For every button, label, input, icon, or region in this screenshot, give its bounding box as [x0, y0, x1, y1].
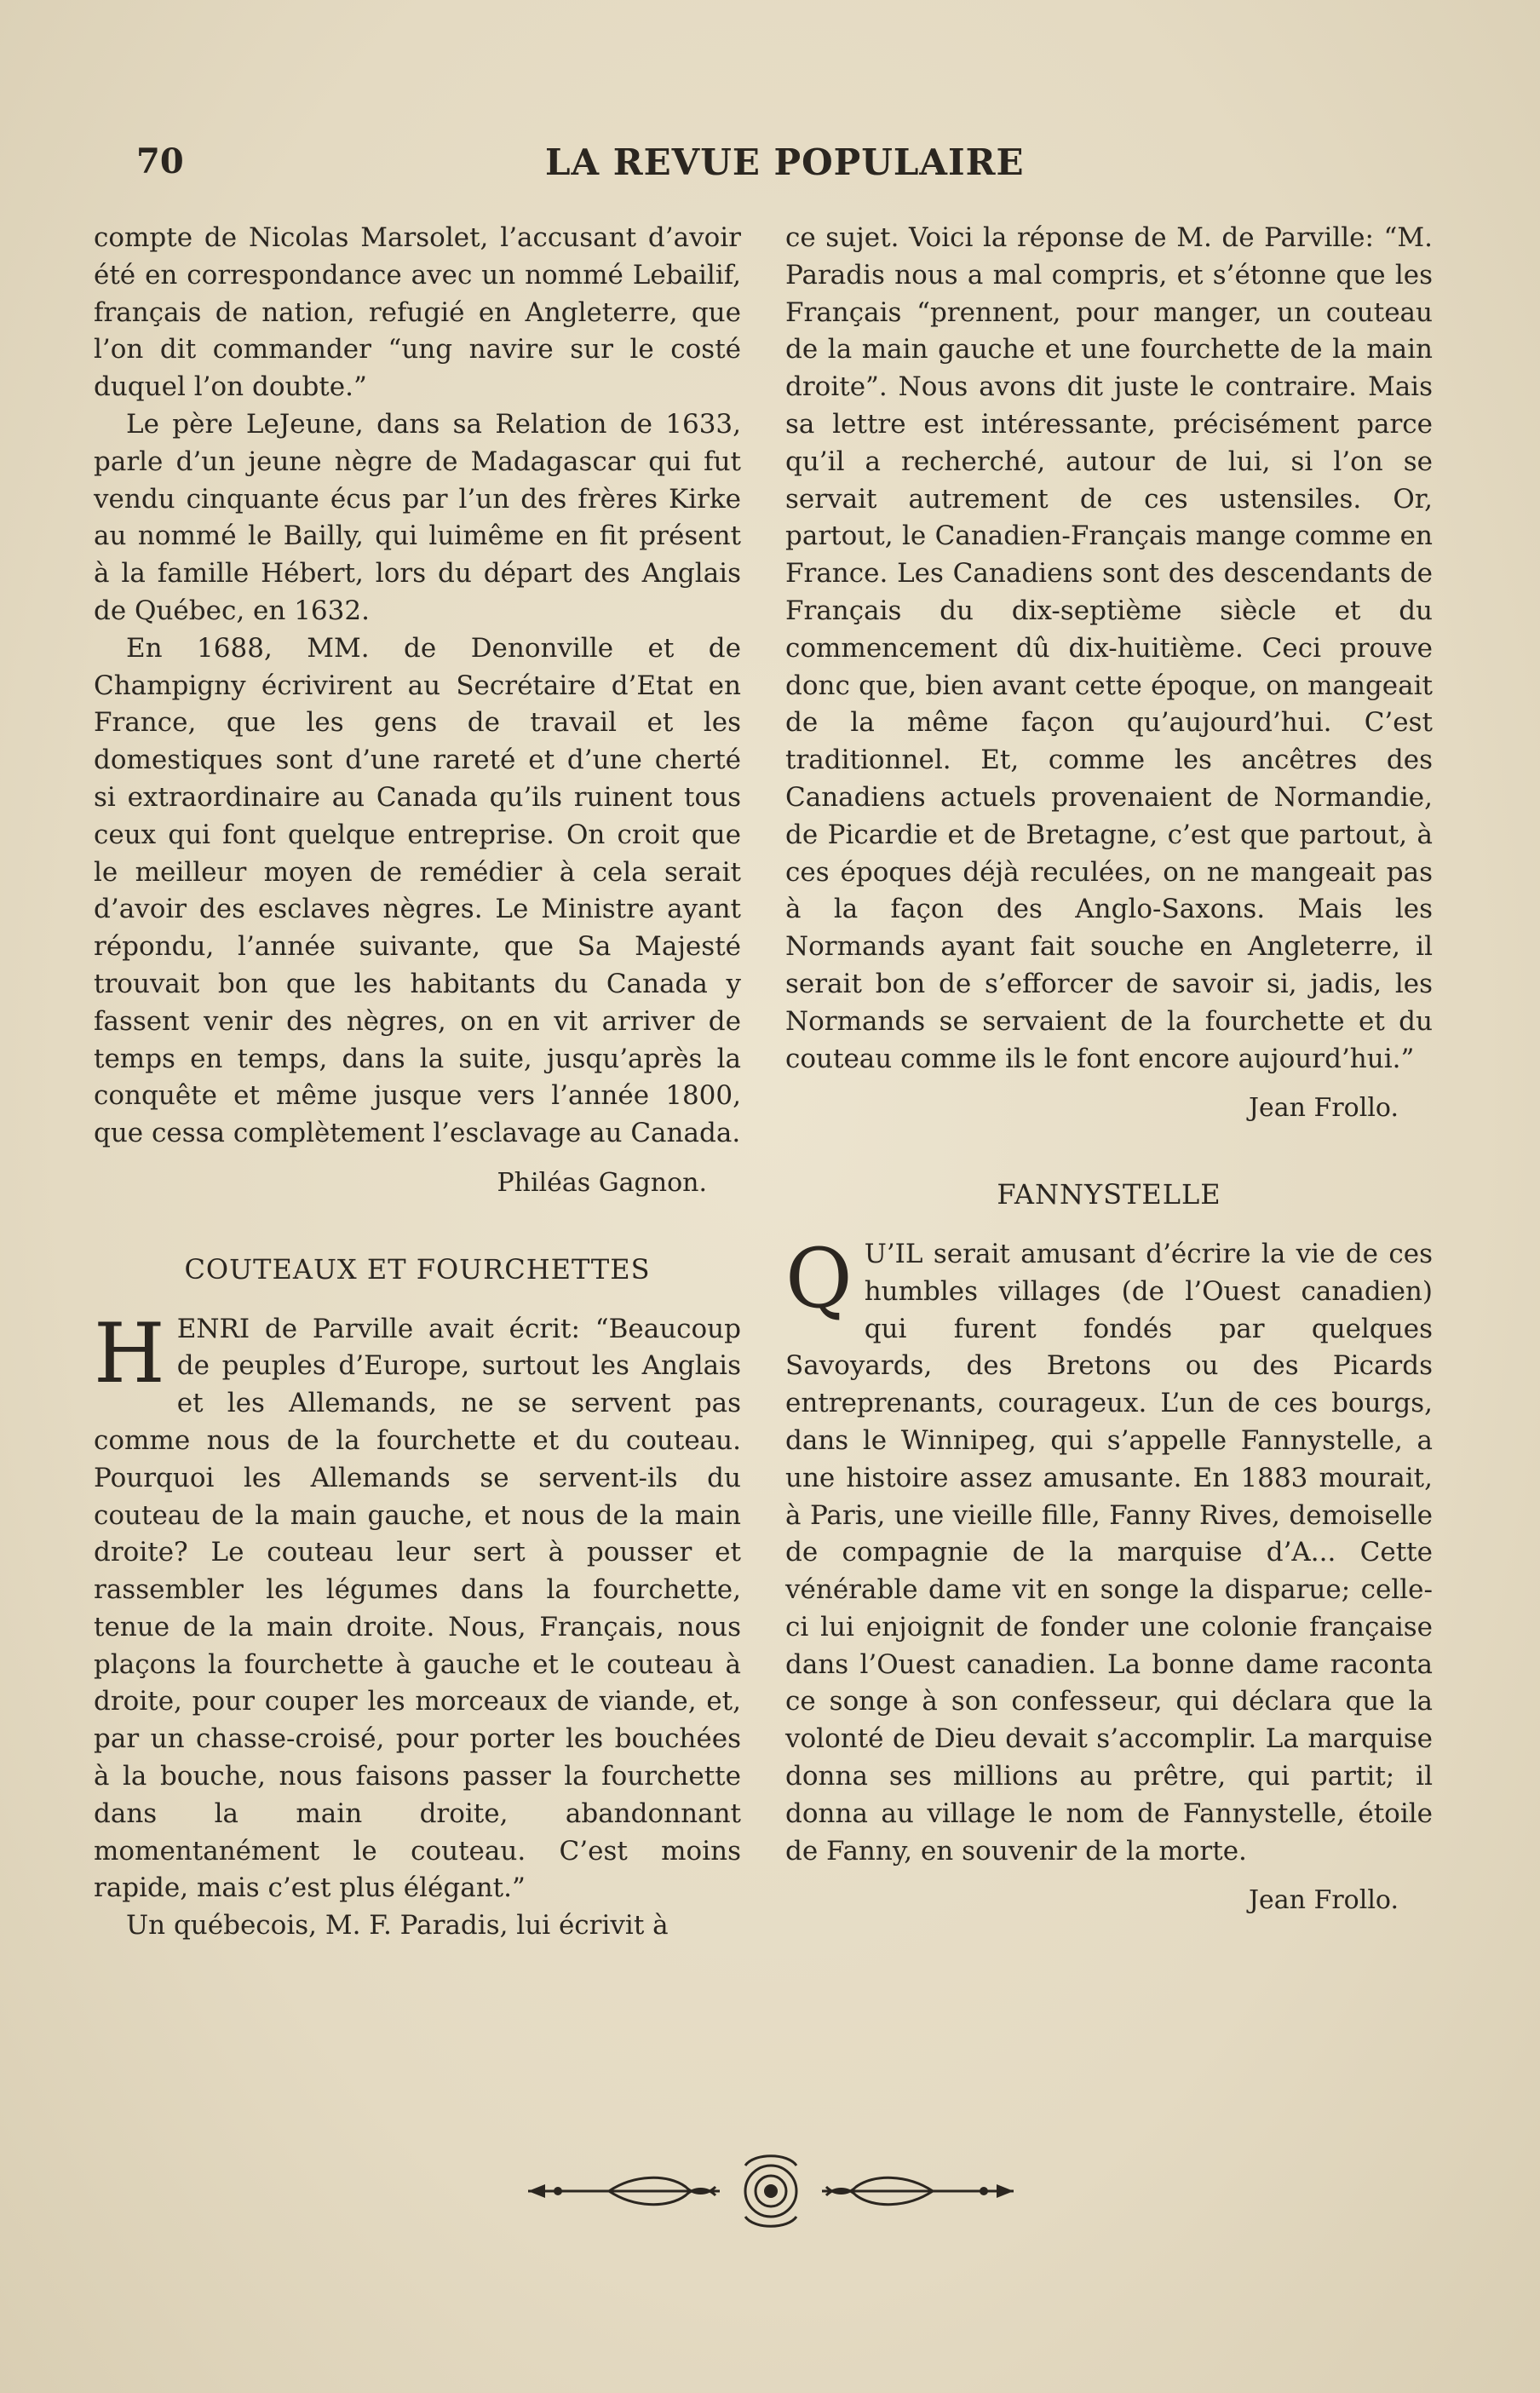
decorative-flourish-icon	[524, 2149, 1018, 2234]
right-column	[785, 220, 1433, 1919]
page-number: 70	[136, 141, 184, 181]
author-signature: Jean Frollo.	[1248, 1093, 1399, 1124]
paragraph: Un québecois, M. F. Paradis, lui écrivit à	[126, 1910, 669, 1941]
section-title: FANNYSTELLE	[997, 1178, 1221, 1211]
drop-cap: H	[94, 1305, 165, 1401]
author-signature: Philéas Gagnon.	[497, 1167, 707, 1198]
paragraph-text: ENRI de Parville avait écrit: “Beaucoup de peuples d’Europe, surtout les Anglais et les Allemands, ne se servent pas comme nous de la fourchette et du couteau. Pourquoi les Allemands se servent-ils du couteau de la main gauche, et nous de la main droite? Le couteau leur sert à pousser et rassembler les légumes dans la fourchette, tenue de la main droite. Nous, Français, nous plaçons la fourchette à gauche et le couteau à droite, pour couper les morceaux de viande, et, par un chasse-croisé, pour porter les bouchées à la bouche, nous faisons passer la fourchette dans la main droite, abandonnant momentanément le couteau. C’est moins rapide, mais c’est plus élégant.”	[94, 1313, 741, 1904]
author-signature: Jean Frollo.	[1248, 1885, 1399, 1916]
paragraph-text: U’IL serait amusant d’écrire la vie de ces humbles villages (de l’Ouest canadien) qui furent fondés par quelques Savoyards, des Bretons ou des Picards entreprenants, courageux. L’un de ces bourgs, dans le Winnipeg, qui s’appelle Fannystelle, a une histoire assez amusante. En 1883 mourait, à Paris, une vieille fille, Fanny Rives, demoiselle de compagnie de la marquise d’A... Cette vénérable dame vit en songe la disparue; celle-ci lui enjoignit de fonder une colonie française dans l’Ouest canadien. La bonne dame raconta ce songe à son confesseur, qui déclara que la volonté de Dieu devait s’accomplir. La marquise donna ses millions au prêtre, qui partit; il donna au village le nom de Fannystelle, étoile de Fanny, en souvenir de la morte.	[785, 1238, 1433, 1867]
article-opening	[94, 1305, 741, 1908]
drop-cap: Q	[785, 1230, 853, 1326]
article-opening	[785, 1230, 1433, 1871]
paragraph: En 1688, MM. de Denonville et de Champigny écrivirent au Secrétaire d’Etat en France, que les gens de travail et les domestiques sont d’une rareté et d’une cherté si extraordinaire au Canada qu’ils ruinent tous ceux qui font quelque entreprise. On croit que le meilleur moyen de remédier à cela serait d’avoir des esclaves nègres. Le Ministre ayant répondu, l’année suivante, que Sa Majesté trouvait bon que les habitants du Canada y fassent venir des nègres, on en vit arriver de temps en temps, dans la suite, jusqu’après la conquête et même jusque vers l’année 1800, que cessa complètement l’esclavage au Canada.	[94, 632, 741, 1149]
paragraph: compte de Nicolas Marsolet, l’accusant d’avoir été en correspondance avec un nommé Lebailif, français de nation, refugié en Angleterre, que l’on dit commander “ung navire sur le costé duquel l’on doubte.”	[94, 222, 741, 403]
paragraph: ce sujet. Voici la réponse de M. de Parville: “M. Paradis nous a mal compris, et s’étonne que les Français “prennent, pour manger, un couteau de la main gauche et une fourchette de la main droite”. Nous avons dit juste le contraire. Mais sa lettre est intéressante, précisément parce qu’il a recherché, autour de lui, si l’on se servait autrement de ces ustensiles. Or, partout, le Canadien-Français mange comme en France. Les Canadiens sont des descendants de Français du dix-septième siècle et du commencement dû dix-huitième. Ceci prouve donc que, bien avant cette époque, on mangeait de la même façon qu’aujourd’hui. C’est traditionnel. Et, comme les ancêtres des Canadiens actuels provenaient de Normandie, de Picardie et de Bretagne, c’est que partout, à ces époques déjà reculées, on ne mangeait pas à la façon des Anglo-Saxons. Mais les Normands ayant fait souche en Angleterre, il serait bon de s’efforcer de savoir si, jadis, les Normands se servaient de la fourchette et du couteau comme ils le font encore aujourd’hui.”	[785, 222, 1433, 1074]
section-title: COUTEAUX ET FOURCHETTES	[184, 1252, 651, 1286]
page-header	[94, 141, 1457, 193]
journal-title: LA REVUE POPULAIRE	[545, 141, 1025, 183]
paragraph: Le père LeJeune, dans sa Relation de 1633, parle d’un jeune nègre de Madagascar qui fut vendu cinquante écus par l’un des frères Kirke au nommé le Bailly, qui luimême en fit présent à la famille Hébert, lors du départ des Anglais de Québec, en 1632.	[94, 408, 741, 626]
left-column	[94, 220, 741, 1945]
